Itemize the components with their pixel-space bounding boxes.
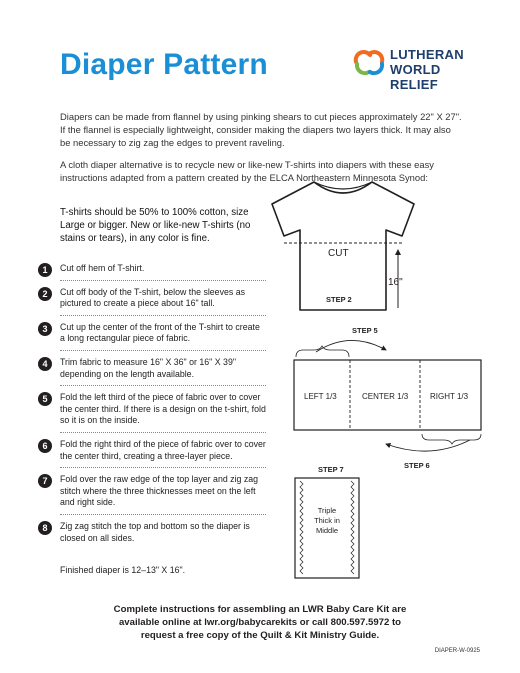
document-id: DIAPER-W-0925 — [434, 648, 480, 654]
step-text: Cut up the center of the front of the T-shirt to create a long rectangular piece of fabric. — [60, 321, 260, 344]
tshirt-diagram — [272, 182, 414, 310]
fabric-rectangle — [294, 360, 481, 430]
logo-line-2: WORLD RELIEF — [390, 62, 441, 92]
step-5-fold-arrow — [316, 340, 386, 352]
finished-size: Finished diaper is 12–13" X 16". — [60, 565, 186, 575]
step-text: Zig zag stitch the top and bottom so the diaper is closed on all sides. — [60, 520, 250, 543]
triple-label-1: Triple — [317, 506, 337, 515]
step-5-label: STEP 5 — [352, 326, 378, 335]
cut-label: CUT — [328, 248, 349, 259]
tshirt-outline — [272, 182, 414, 310]
footer-instructions — [80, 603, 440, 642]
step-number: 6 — [38, 439, 52, 453]
step-text: Fold over the raw edge of the top layer and zig zag stitch where the three thicknesses meet on the left and right side. — [60, 474, 259, 508]
step-7-label: STEP 7 — [318, 465, 344, 474]
step-number: 1 — [38, 263, 52, 277]
step-number: 8 — [38, 521, 52, 535]
triple-label-3: Middle — [315, 526, 339, 535]
intro-paragraph-1: Diapers can be made from flannel by using pinking shears to cut pieces approximately 22" X 27". If the flannel is especially lightweight, consider making the diapers two layers thick. It may also be necessary to zig zag the edges to prevent raveling. — [60, 111, 462, 148]
page-title: Diaper Pattern — [60, 48, 268, 81]
footer-line-2: available online at lwr.org/babycarekits or call 800.597.5972 to — [118, 617, 402, 628]
right-third-label: RIGHT 1/3 — [430, 392, 469, 401]
step-6-fold-arrow — [386, 440, 470, 451]
height-label: 16" — [388, 277, 403, 288]
step-number: 5 — [38, 392, 52, 406]
step-text: Fold the right third of the piece of fabric over to cover the center third, creating a three-layer piece. — [60, 438, 266, 461]
footer-line-1: Complete instructions for assembling an LWR Baby Care Kit are — [113, 604, 407, 615]
triple-label-2: Thick in — [314, 516, 340, 525]
step-text: Trim fabric to measure 16" X 36" or 16" X 39" depending on the length available. — [60, 356, 236, 379]
right-third-brace — [422, 434, 481, 444]
step-number: 7 — [38, 474, 52, 488]
intro-paragraph-2: A cloth diaper alternative is to recycle new or like-new T-shirts into diapers with these easy instructions adapted from a pattern created by the ELCA Northeastern Minnesota Synod: — [60, 159, 434, 183]
logo-line-1: LUTHERAN — [390, 47, 464, 62]
center-third-label: CENTER 1/3 — [362, 392, 409, 401]
left-third-label: LEFT 1/3 — [304, 392, 337, 401]
step-6-label: STEP 6 — [404, 461, 430, 470]
step-text: Cut off hem of T-shirt. — [60, 263, 145, 273]
step-number: 3 — [38, 322, 52, 336]
left-third-brace — [296, 346, 349, 357]
tshirt-requirements: T-shirts should be 50% to 100% cotton, size Large or bigger. New or like-new T-shirts (no stains or tears), in any color is fine. — [60, 207, 251, 244]
step-2-label: STEP 2 — [326, 295, 352, 304]
step-text: Fold the left third of the piece of fabric over to cover the center third. If there is a design on the t-shirt, fold so it is on the inside. — [60, 392, 266, 426]
step-number: 4 — [38, 357, 52, 371]
folded-diaper — [295, 478, 359, 578]
footer-line-3: request a free copy of the Quilt & Kit Ministry Guide. — [140, 630, 380, 641]
step-text: Cut off body of the T-shirt, below the sleeves as pictured to create a piece about 16" tall. — [60, 286, 246, 309]
step-number: 2 — [38, 287, 52, 301]
